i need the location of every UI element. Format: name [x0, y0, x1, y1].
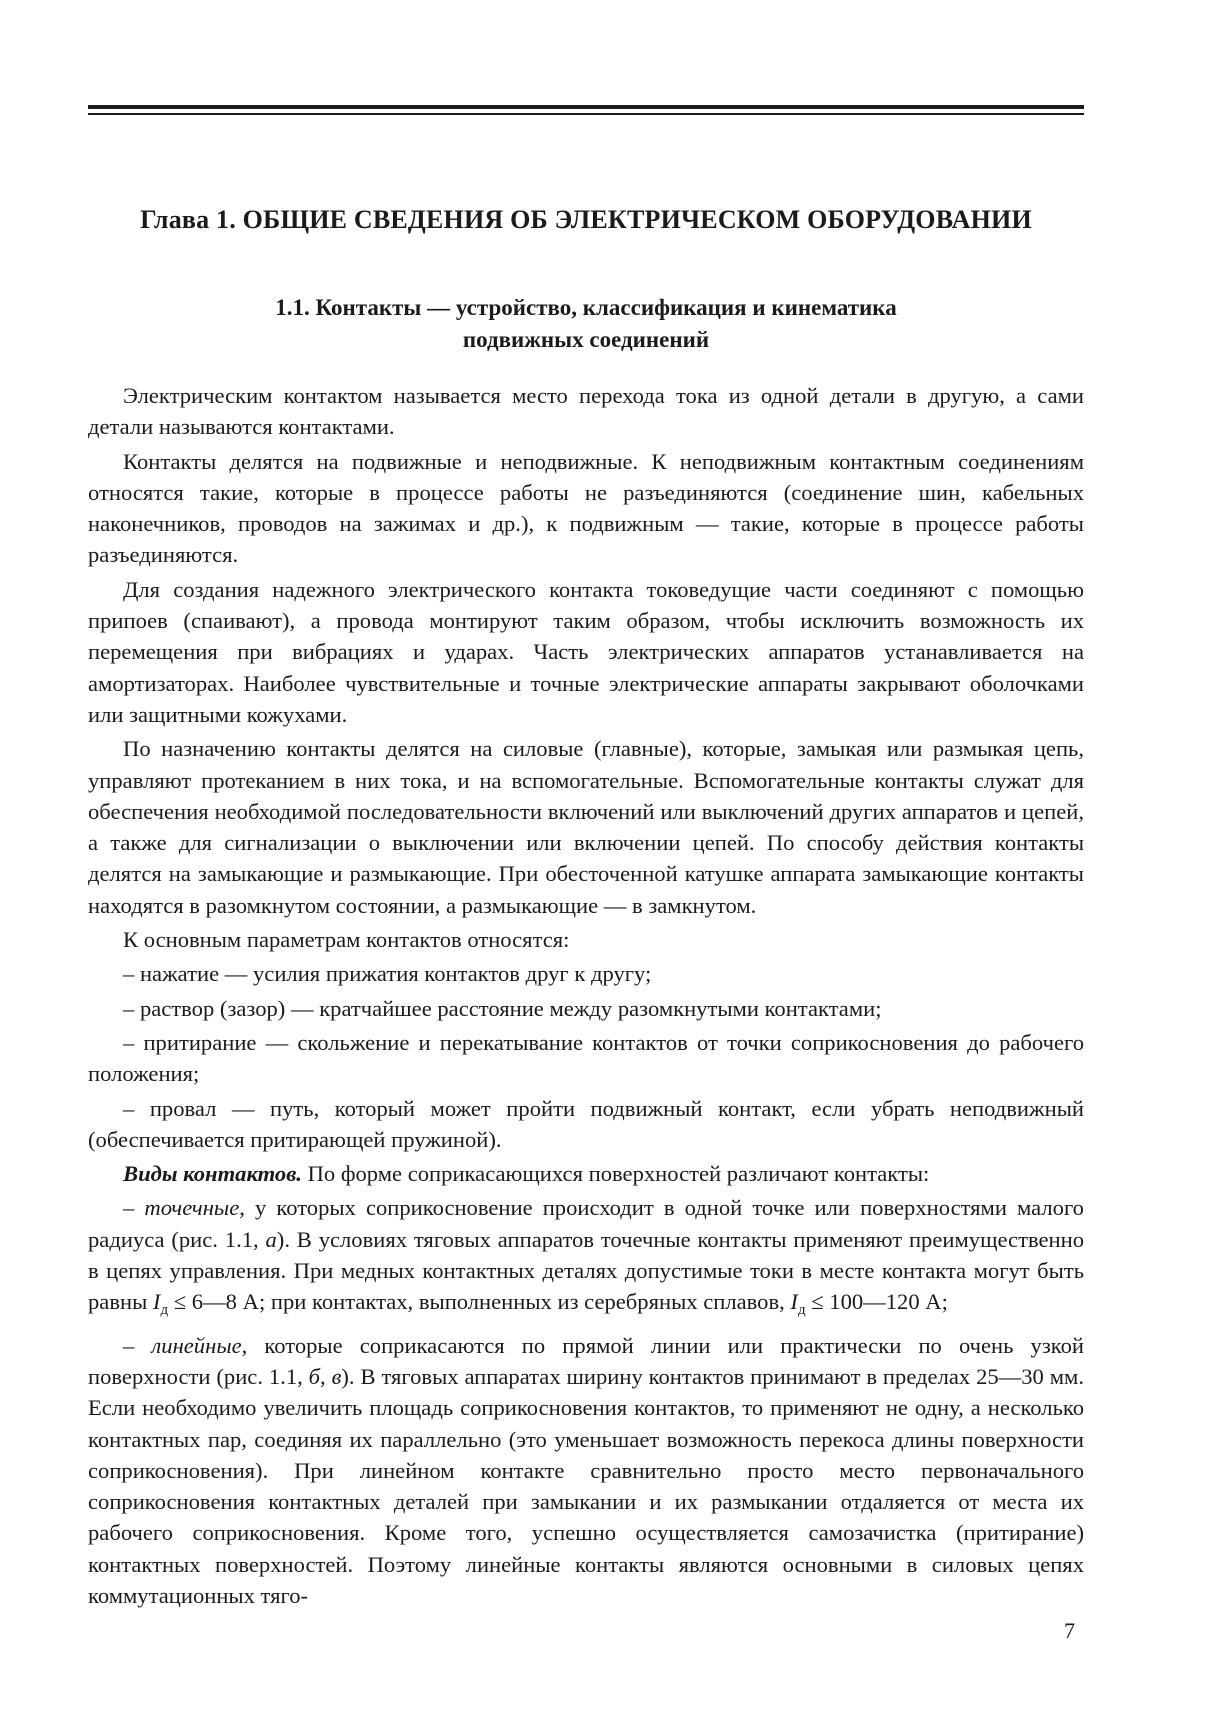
paragraph-4: По назначению контакты делятся на силовые (главные), которые, замыкая или размыкая цепь, управляют протеканием в них тока, и на вспомогательные. Вспомогательные контакты служат для обеспечения необходимой последовательности включений или выключений других аппаратов и цепей, а также для сигнализации о выключении или включении цепей. По способу действия контакты делятся на замыкающие и размыкающие. При обесточенной катушке аппарата замыкающие контакты находятся в разомкнутом состоянии, а размыкающие — в замкнутом.	[88, 736, 1084, 918]
list-item-overtravel: – провал — путь, который может пройти подвижный контакт, если убрать неподвижный (обеспечивается притирающей пружиной).	[88, 1095, 1084, 1152]
paragraph-3: Для создания надежного электрического контакта токоведущие части соединяют с помощью припоев (спаивают), а провода монтируют таким образом, чтобы исключить возможность их перемещения при вибрациях и ударах. Часть электрических аппаратов устанавливается на амортизаторах. Наиболее чувствительные и точные электрические аппараты закрывают оболочками или защитными кожухами.	[88, 576, 1084, 727]
term-point: точечные	[144, 1195, 240, 1221]
section-title	[88, 292, 1084, 356]
term-linear: линейные	[151, 1332, 242, 1358]
paragraph-2: Контакты делятся на подвижные и неподвижные. К неподвижным контактным соединениям относятся такие, которые в процессе работы не разъединяются (соединение шин, кабельных наконечников, проводов на зажимах и др.), к подвижным — такие, которые в процессе работы разъединяются.	[88, 448, 1084, 568]
header-rule-thin	[88, 113, 1084, 115]
page-number: 7	[1064, 1618, 1075, 1643]
paragraph-5: К основным параметрам контактов относятся:	[123, 927, 570, 953]
section-title-line-1: 1.1. Контакты — устройство, классификация и кинематика	[275, 295, 897, 320]
paragraph-1: Электрическим контактом называется место перехода тока из одной детали в другую, а сами детали называются контактами.	[88, 383, 1084, 440]
current-symbol: I	[790, 1289, 798, 1315]
paragraph-contact-types	[88, 1158, 1084, 1189]
paragraph-point-contacts: – точечные, у которых соприкосновение происходит в одной точке или поверхностями малого радиуса (рис. 1.1, а). В условиях тяговых аппаратов точечные контакты применяют преимущественно в цепях управления. При медных контактных деталях допустимые токи в месте контакта могут быть равны $I_д$ ≤ 6—8 А; при контактах, выполненных из серебряных сплавов, $I_д$ ≤ 100—120 А;	[88, 1195, 1085, 1319]
section-title-line-2: подвижных соединений	[462, 327, 710, 352]
body-text	[88, 380, 1084, 1614]
current-symbol: I	[152, 1289, 161, 1315]
contact-types-heading: Виды контактов.	[123, 1161, 302, 1187]
list-item-gap: – раствор (зазор) — кратчайшее расстояние между разомкнутыми контактами;	[123, 995, 882, 1021]
paragraph-line-contacts: – линейные, которые соприкасаются по прямой линии или практически по очень узкой поверхности (рис. 1.1, б, в). В тяговых аппаратах ширину контактов принимают в пределах 25—30 мм. Если необходимо увеличить площадь соприкосновения контактов, то применяют не одну, а несколько контактных пар, соединяя их параллельно (это уменьшает возможность перекоса длины поверхности соприкосновения). При линейном контакте сравнительно просто место первоначального соприкосновения контактных деталей при замыкании и их размыкании отдаляется от места их рабочего соприкосновения. Кроме того, успешно осуществляется самозачистка (притирание) контактных поверхностей. Поэтому линейные контакты являются основными в силовых цепях коммутационных тяго-	[88, 1332, 1084, 1608]
contact-types-intro: По форме соприкасающихся поверхностей различают контакты:	[301, 1161, 930, 1187]
list-item-rubbing: – притирание — скольжение и перекатывание контактов от точки соприкосновения до рабочего положения;	[88, 1029, 1084, 1087]
chapter-title: Глава 1. ОБЩИЕ СВЕДЕНИЯ ОБ ЭЛЕКТРИЧЕСКОМ ОБОРУДОВАНИИ	[140, 205, 1032, 234]
header-rule-thick	[88, 105, 1084, 109]
list-item-pressure: – нажатие — усилия прижатия контактов друг к другу;	[123, 961, 652, 987]
